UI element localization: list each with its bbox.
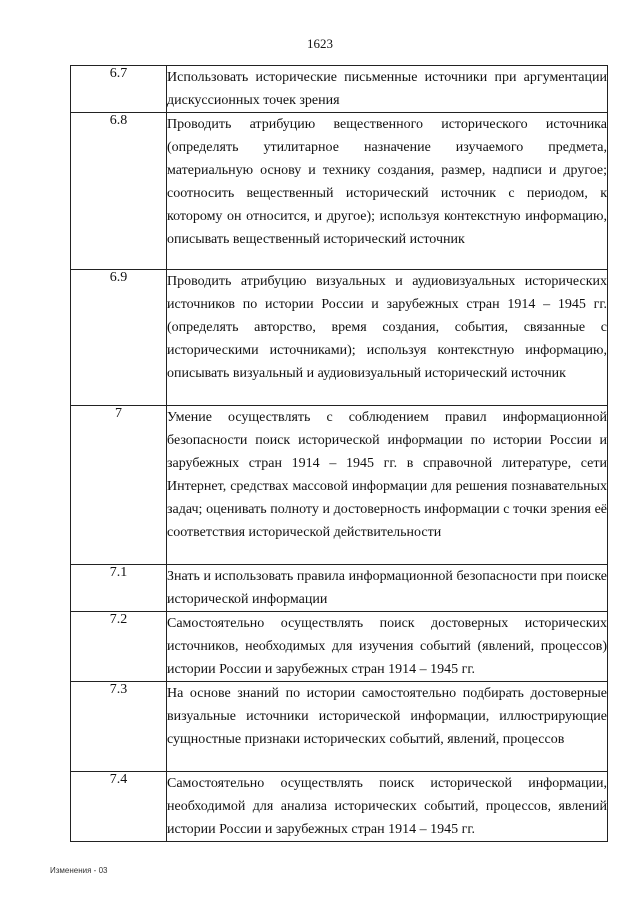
table-row [71,565,608,612]
row-code: 7.2 [71,612,167,682]
row-text: Проводить атрибуцию визуальных и аудиовизуальных исторических источников по истории России и зарубежных стран 1914 – 1945 гг. (определять авторство, время создания, события, связанные с историческими источниками); используя контекстную информацию, описывать визуальный и аудиовизуальный исторический источник [167,270,608,406]
row-code: 7 [71,406,167,565]
footer-note: Изменения - 03 [50,866,108,875]
row-code: 6.9 [71,270,167,406]
row-text: Самостоятельно осуществлять поиск достоверных исторических источников, необходимых для изучения событий (явлений, процессов) истории России и зарубежных стран 1914 – 1945 гг. [167,612,608,682]
row-text: На основе знаний по истории самостоятельно подбирать достоверные визуальные источники исторической информации, иллюстрирующие сущностные признаки исторических событий, явлений, процессов [167,682,608,772]
row-text: Знать и использовать правила информационной безопасности при поиске исторической информации [167,565,608,612]
table-row [71,612,608,682]
table-row [71,113,608,270]
row-code: 6.7 [71,66,167,113]
row-code: 7.1 [71,565,167,612]
table-row [71,682,608,772]
row-text: Использовать исторические письменные источники при аргументации дискуссионных точек зрения [167,66,608,113]
row-code: 7.3 [71,682,167,772]
requirements-table [70,65,608,842]
table-row [71,406,608,565]
table-row [71,66,608,113]
page-number: 1623 [307,36,333,51]
row-code: 6.8 [71,113,167,270]
row-text: Самостоятельно осуществлять поиск исторической информации, необходимой для анализа исторических событий, процессов, явлений истории России и зарубежных стран 1914 – 1945 гг. [167,772,608,842]
row-code: 7.4 [71,772,167,842]
row-text: Проводить атрибуцию вещественного исторического источника (определять утилитарное назначение изучаемого предмета, материальную основу и технику создания, размер, надписи и другое; соотносить вещественный исторический источник с периодом, к которому он относится, и другое); используя контекстную информацию, описывать вещественный исторический источник [167,113,608,270]
table-row [71,772,608,842]
table-row [71,270,608,406]
row-text: Умение осуществлять с соблюдением правил информационной безопасности поиск исторической информации по истории России и зарубежных стран 1914 – 1945 гг. в справочной литературе, сети Интернет, средствах массовой информации для решения познавательных задач; оценивать полноту и достоверность информации с точки зрения её соответствия исторической действительности [167,406,608,565]
